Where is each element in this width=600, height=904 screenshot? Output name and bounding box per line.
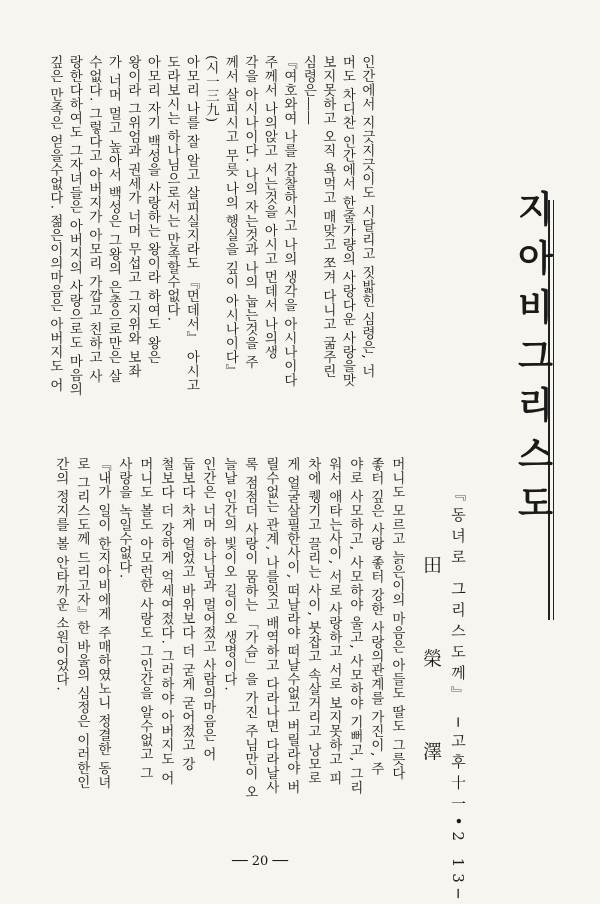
text-column: (시一三九) [203,55,219,123]
text-column: 『여호와여 나를 감찰하시고 나의 생각을 아시나이다 [281,55,297,388]
text-column: 머니도 볼도 아모런한 사랑도 그인간을 알수없고 그 [137,457,153,781]
text-column: 심령은―― [300,55,316,125]
text-column: 야로 사모하고, 사모하야 울고, 사모하야 기뻐고, 그리 [347,457,363,795]
text-column: 각을 아시나이다. 나의 자는것과 나의 눕는것을 주 [242,55,258,369]
text-column: 인간에서 지긋지긋이도 시달리고 짓밟힌 심령은, 너 [359,55,375,379]
text-column: 게 얼굴살필한사이, 떠날라야 떠날수없고 버릴라야 버 [284,457,300,795]
text-column: 둡보다 차게 얼었고 바위보다 더 굳게 굳어젔고 강 [179,457,195,771]
text-column: 아모리 나를 잘 알고 살피실지라도 『먼데서』 아시고 [183,55,199,393]
text-column: 께서 살피시고 무릇 나의 행실을 깊이 아시나이다』 [222,55,238,379]
text-column: 주께서 나의앉고 서는것을 아시고 먼데서 나의생 [261,55,277,360]
text-column: 간의 정지를 볼 안타까운 소원이었다. [53,457,69,692]
text-column: 사랑을 녹일수없다. [116,457,132,579]
author-name: 田 榮 澤 [420,555,442,795]
text-column: 늘날 인간의 빛이오 길이오 생명이다. [221,457,237,692]
article-subtitle: 『동녀로 그리스도께』 ─고후十一•2 13─ [449,486,467,904]
text-column: 수없다. 그렇다고 아버지가 아모리 가깝고 친하고 사 [86,55,102,383]
text-column: 깊은 만족은 얻을수없다. 젊은이의마음은 아버지도 어 [47,55,63,393]
text-column: 릴수없는 관계, 나를잊고 배역하고 다라나면 다라날사 [263,457,279,795]
text-column: 차에 퀭기고 끌리는 사이, 붓잡고 속살거리고 낭모로 [305,457,321,785]
text-column: 워서 애타는사이, 서로 사랑하고 서로 보지못하고 피 [326,457,342,785]
text-column: 인간은 너머 하나님과 멀어젔고 사람의마음은 어 [200,457,216,762]
text-column: 머니도 모르고 늙은이의 마음은 아들도 딸도 그릇다 [389,457,405,781]
text-column: 아모리 자기 백성을 사랑하는 왕이라 하여도 왕은 [144,55,160,365]
page-number: ── 20 ── [232,854,289,869]
text-column: 왕이라 그위엄과 권세가 너머 무섭고 그지위와 보좌 [125,55,141,379]
article-title: 지아비그리스도 [512,190,554,533]
text-column: 『내가 일이 한지아비에게 주매하였노니 정결한 동녀 [95,457,111,790]
text-column: 랑한다하여도 그자녀들은 아버지의 사랑으로도 마음의 [66,55,82,397]
text-column: 록 점점더 사랑이 뭄하는 「가슴」을 가진 주님만이 오 [242,457,258,799]
text-column: 도라보시는 하나님으로서는 만족할수없다. [164,55,180,322]
text-column: 좋터 깊은 사랑 좋터 강한 사랑의관계를 가진이, 주 [368,457,384,776]
text-column: 보지못하고 오직 욕먹고 매맞고 쪼겨 다니고 굶주린 [320,55,336,379]
text-column: 가 너머 멀고 높아서 백성은 그왕의 은총으로만은 살 [105,55,121,383]
text-column: 철보다 더 강하게 억세여젔다. 그러하야 아버지도 어 [158,457,174,785]
text-column: 로 그리스도께 드리고자』한 바울의 심정은 이러한인 [74,457,90,790]
text-column: 머도 차디찬 인간에서 한줄가량의 사랑다운 사랑을맛 [339,55,355,388]
